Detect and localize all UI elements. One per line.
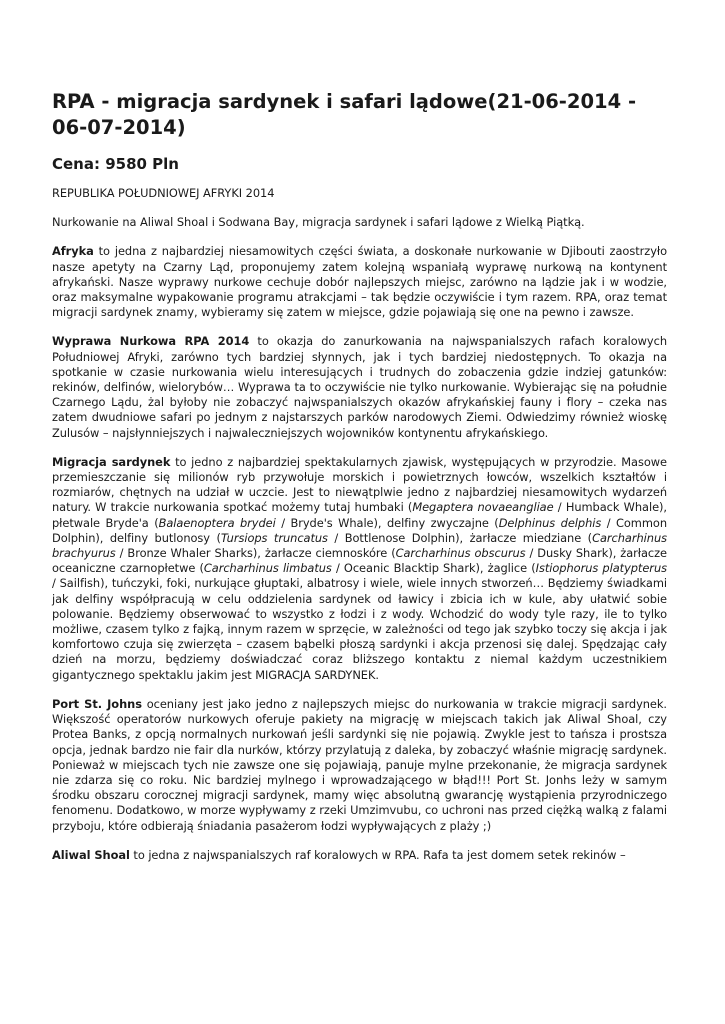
species-name: Carcharhinus brachyurus [52, 530, 667, 561]
paragraph-lead: Afryka [52, 244, 94, 259]
paragraph-lead: Migracja sardynek [52, 454, 171, 469]
paragraph-text: / Oceanic Blacktip Shark), żaglice ( [331, 561, 536, 576]
species-name: Delphinus delphis [498, 515, 602, 530]
paragraph-text: to okazja do zanurkowania na najwspanialszych rafach koralowych Południowej Afryki, zarówno tych bardziej słynnych, jak i tych bardziej niedostępnych. To okazja na spotkanie w czasie nurkowania wielu interesujących i trudnych do zobaczenia gdzie indziej gatunków: rekinów, delfinów, wielorybów… Wyprawa ta to oczywiście nie tylko nurkowanie. Wybierając się na południe Czarnego Lądu, żal byłoby nie zobaczyć najwspanialszych okazów afrykańskiej fauny i flory – czeka nas zatem dwudniowe safari po jednym z najstarszych parków narodowych Ziemi. Odwiedzimy również wioskę Zulusów – najsłynniejszych i najwaleczniejszych wojowników kontynentu afrykańskiego. [52, 334, 668, 440]
paragraph-text: to jedna z najbardziej niesamowitych części świata, a doskonałe nurkowanie w Djibouti zaostrzyło nasze apetyty na Czarny Ląd, proponujemy zatem kolejną wspaniałą wyprawę nurkową na kontynent afrykański. Nasze wyprawy nurkowe cechuje dobór najlepszych miejsc, zarówno na lądzie jak i w wodzie, oraz maksymalne wypakowanie programu atrakcjami – tak będzie oczywiście i tym razem. RPA, oraz temat migracji sardynek znamy, wybieramy się zatem w miejsce, gdzie pojawiają się one na pewno i zawsze. [52, 244, 667, 320]
country-line: REPUBLIKA POŁUDNIOWEJ AFRYKI 2014 [52, 186, 275, 200]
document-page [52, 89, 667, 877]
species-name: Carcharhinus obscurus [395, 546, 526, 561]
paragraph-text: / Bryde's Whale), delfiny zwyczajne ( [275, 515, 499, 530]
paragraph-text: / Sailfish), tuńczyki, foki, nurkujące głuptaki, albatrosy i wiele, wiele innych stworzeń… Będziemy świadkami jak delfiny współpracują w celu oddzielenia sardynek od ławicy i zbicia ich w kule, aby ułatwić sobie polowanie. Będziemy obserwować to wszystko z łodzi i z wody. Wchodzić do wody tyle razy, ile to tylko możliwe, czasem tylko z fajką, innym razem w sprzęcie, w zależności od tego jak szybko toczy się akcja i jak komfortowo czuja się zwierzęta – czasem bąbelki płoszą sardynki i akcja przenosi się dalej. Spędzając cały dzień na morzu, będziemy doświadczać coraz bliższego kontaktu z niemal każdym uczestnikiem gigantycznego spektaklu jakim jest MIGRACJA SARDYNEK. [52, 576, 667, 682]
paragraph-text: / Bottlenose Dolphin), żarłacze miedziane ( [327, 530, 593, 545]
paragraph-lead: Aliwal Shoal [52, 847, 130, 862]
paragraph-aliwal-shoal [52, 848, 667, 863]
paragraph-wyprawa [52, 334, 667, 440]
species-name: Balaenoptera brydei [158, 515, 276, 530]
paragraph-migracja [52, 455, 667, 683]
document-title: RPA - migracja sardynek i safari lądowe(21-06-2014 - 06-07-2014) [52, 90, 637, 139]
paragraph-text: / Bronze Whaler Sharks), żarłacze ciemnoskóre ( [115, 546, 396, 561]
paragraph-lead: Port St. Johns [52, 696, 142, 711]
paragraph-afryka [52, 244, 667, 320]
paragraph-text: / Dusky Shark), żarłacze oceaniczne czarnopłetwe ( [52, 546, 667, 576]
paragraph-text: / Humback Whale), płetwale Bryde'a ( [52, 500, 667, 530]
species-name: Megaptera novaeangliae [412, 500, 554, 515]
paragraph-text: to jedno z najbardziej spektakularnych zjawisk, występujących w przyrodzie. Masowe przemieszczanie się milionów ryb przywołuje morskich i powietrznych łowców, wszelkich kształtów i rozmiarów, chętnych na udział w uczcie. Jest to niewątplwie jedno z najbardziej niesamowitych wydarzeń natury. W trakcie nurkowania spotkać możemy tutaj humbaki ( [52, 454, 668, 515]
price-heading: Cena: 9580 Pln [52, 155, 179, 173]
paragraph-text: oceniany jest jako jedno z najlepszych miejsc do nurkowania w trakcie migracji sardynek. Większość operatorów nurkowych oferuje pakiety na migrację w miejscach takich jak Aliwal Shoal, czy Protea Banks, z opcją normalnych nurkowań jeśli sardynki się nie pojawią. Zwykle jest to tańsza i prostsza opcja, jednak bardzo nie fair dla nurków, którzy przylatują z daleka, by zobaczyć właśnie migrację sardynek. Ponieważ w miejscach tych nie zawsze one się pojawiają, panuje mylne przekonanie, że migracja sardynek nie zdarza się co roku. Nic bardziej mylnego i wprowadzającego w błąd!!! Port St. Jonhs leży w samym środku obszaru corocznej migracji sardynek, mamy więc absolutną gwarancję wystąpienia przyrodniczego fenomenu. Dodatkowo, w morze wypływamy z rzeki Umzimvubu, co uchroni nas przed ciężką walką z falami przyboju, które odbierają śniadania pasażerom łodzi wypływających z plaży ;) [52, 696, 668, 833]
paragraph-text: to jedna z najwspanialszych raf koralowych w RPA. Rafa ta jest domem setek rekinów – [129, 847, 626, 862]
species-name: Istiophorus platypterus [535, 561, 667, 576]
intro-paragraph: Nurkowanie na Aliwal Shoal i Sodwana Bay, migracja sardynek i safari lądowe z Wielką Piątką. [52, 215, 585, 230]
species-name: Tursiops truncatus [220, 530, 328, 545]
species-name: Carcharhinus limbatus [203, 561, 332, 576]
paragraph-text: / Common Dolphin), delfiny butlonosy ( [52, 515, 667, 545]
paragraph-port-st-johns [52, 697, 667, 834]
paragraph-lead: Wyprawa Nurkowa RPA 2014 [52, 334, 250, 349]
